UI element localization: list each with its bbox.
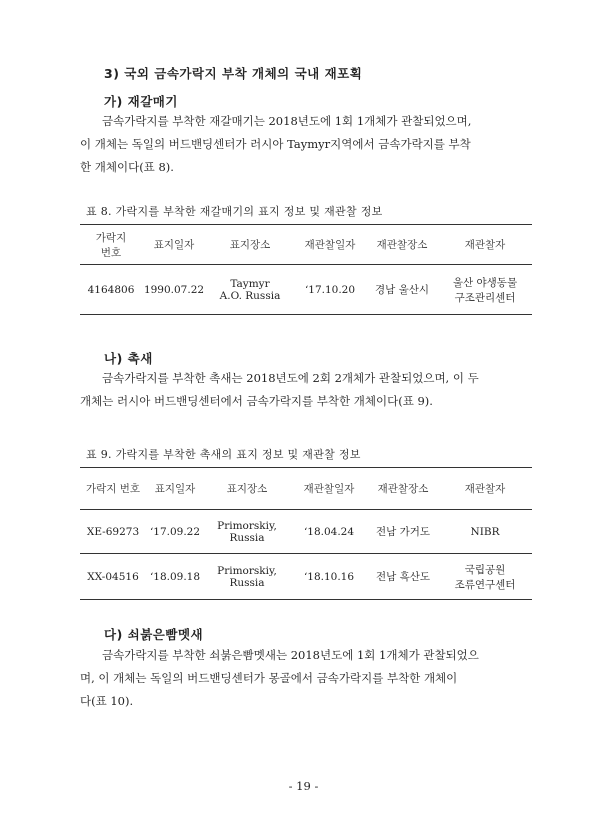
table9-header-cell: 표지일자 (154, 483, 196, 495)
table-cell: NIBR (470, 525, 500, 538)
table-cell: ‘17.09.22 (149, 525, 201, 538)
table-cell: ‘17.10.20 (304, 283, 356, 296)
table-cell: Primorskiy, Russia (217, 564, 277, 589)
paragraph-black-faced-bunting (80, 367, 530, 413)
table-cell: 전남 가거도 (375, 526, 431, 538)
table8-header-cell: 재관찰장소 (376, 239, 428, 251)
table-cell: 경남 울산시 (374, 284, 430, 296)
page-number: - 19 - (288, 779, 319, 793)
table-cell: ‘18.09.18 (149, 570, 201, 583)
table9-header-cell: 재관찰일자 (303, 483, 355, 495)
paragraph-herring-gull (80, 110, 530, 179)
table-cell: 4164806 (87, 283, 135, 296)
table-cell: Taymyr A.O. Russia (219, 277, 281, 302)
table8-caption: 표 8. 가락지를 부착한 재갈매기의 표지 정보 및 재관찰 정보 (86, 205, 383, 218)
table9 (80, 467, 532, 600)
table9-header-row (80, 468, 532, 510)
table-cell: 전남 흑산도 (375, 571, 431, 583)
table8-header-cell: 가락지 번호 (95, 231, 127, 259)
paragraph-line: 이 개체는 독일의 버드밴딩센터가 러시아 Taymyr지역에서 금속가락지를 부착 (80, 137, 471, 151)
table-cell: XE-69273 (86, 525, 140, 538)
table9-header-cell: 표지장소 (226, 483, 268, 495)
table-cell: ‘18.10.16 (303, 570, 355, 583)
table8-header-row (80, 225, 532, 265)
paragraph-chestnut-eared-bunting (80, 644, 530, 713)
table8-header-cell: 재관찰일자 (304, 239, 356, 251)
table-cell: Primorskiy, Russia (217, 519, 277, 544)
paragraph-line: 금속가락지를 부착한 재갈매기는 2018년도에 1회 1개체가 관찰되었으며, (102, 114, 472, 128)
paragraph-line: 며, 이 개체는 독일의 버드밴딩센터가 몽골에서 금속가락지를 부착한 개체이 (80, 671, 458, 685)
table-cell: ‘18.04.24 (303, 525, 355, 538)
table9-header-cell: 재관찰장소 (377, 483, 429, 495)
table-row (80, 510, 532, 554)
table-row (80, 265, 532, 315)
table-cell: 1990.07.22 (143, 283, 205, 296)
table-row (80, 554, 532, 600)
paragraph-line: 금속가락지를 부착한 촉새는 2018년도에 2회 2개체가 관찰되었으며, 이 두 (102, 371, 479, 385)
subsection-heading-herring-gull: 가) 재갈매기 (104, 94, 178, 109)
table-cell: XX-04516 (87, 570, 139, 583)
paragraph-line: 금속가락지를 부착한 쇠붉은빰멧새는 2018년도에 1회 1개체가 관찰되었으 (102, 648, 479, 662)
subsection-heading-chestnut-eared-bunting: 다) 쇠붉은빰멧새 (104, 627, 204, 642)
table-cell: 울산 야생동물 구조관리센터 (452, 276, 518, 304)
paragraph-line: 한 개체이다(표 8). (80, 160, 174, 174)
section-heading: 3) 국외 금속가락지 부착 개체의 국내 재포획 (104, 66, 363, 81)
table8-header-cell: 표지일자 (153, 239, 195, 251)
subsection-heading-black-faced-bunting: 나) 촉새 (104, 351, 153, 366)
table9-header-cell: 가락지 번호 (85, 483, 141, 495)
paragraph-line: 개체는 러시아 버드밴딩센터에서 금속가락지를 부착한 개체이다(표 9). (80, 394, 433, 408)
table9-caption: 표 9. 가락지를 부착한 촉새의 표지 정보 및 재관찰 정보 (86, 448, 361, 461)
table-cell: 국립공원 조류연구센터 (454, 563, 516, 591)
table8 (80, 224, 532, 315)
paragraph-line: 다(표 10). (80, 694, 134, 708)
table8-header-cell: 표지장소 (229, 239, 271, 251)
table8-header-cell: 재관찰자 (464, 239, 506, 251)
table9-header-cell: 재관찰자 (464, 483, 506, 495)
